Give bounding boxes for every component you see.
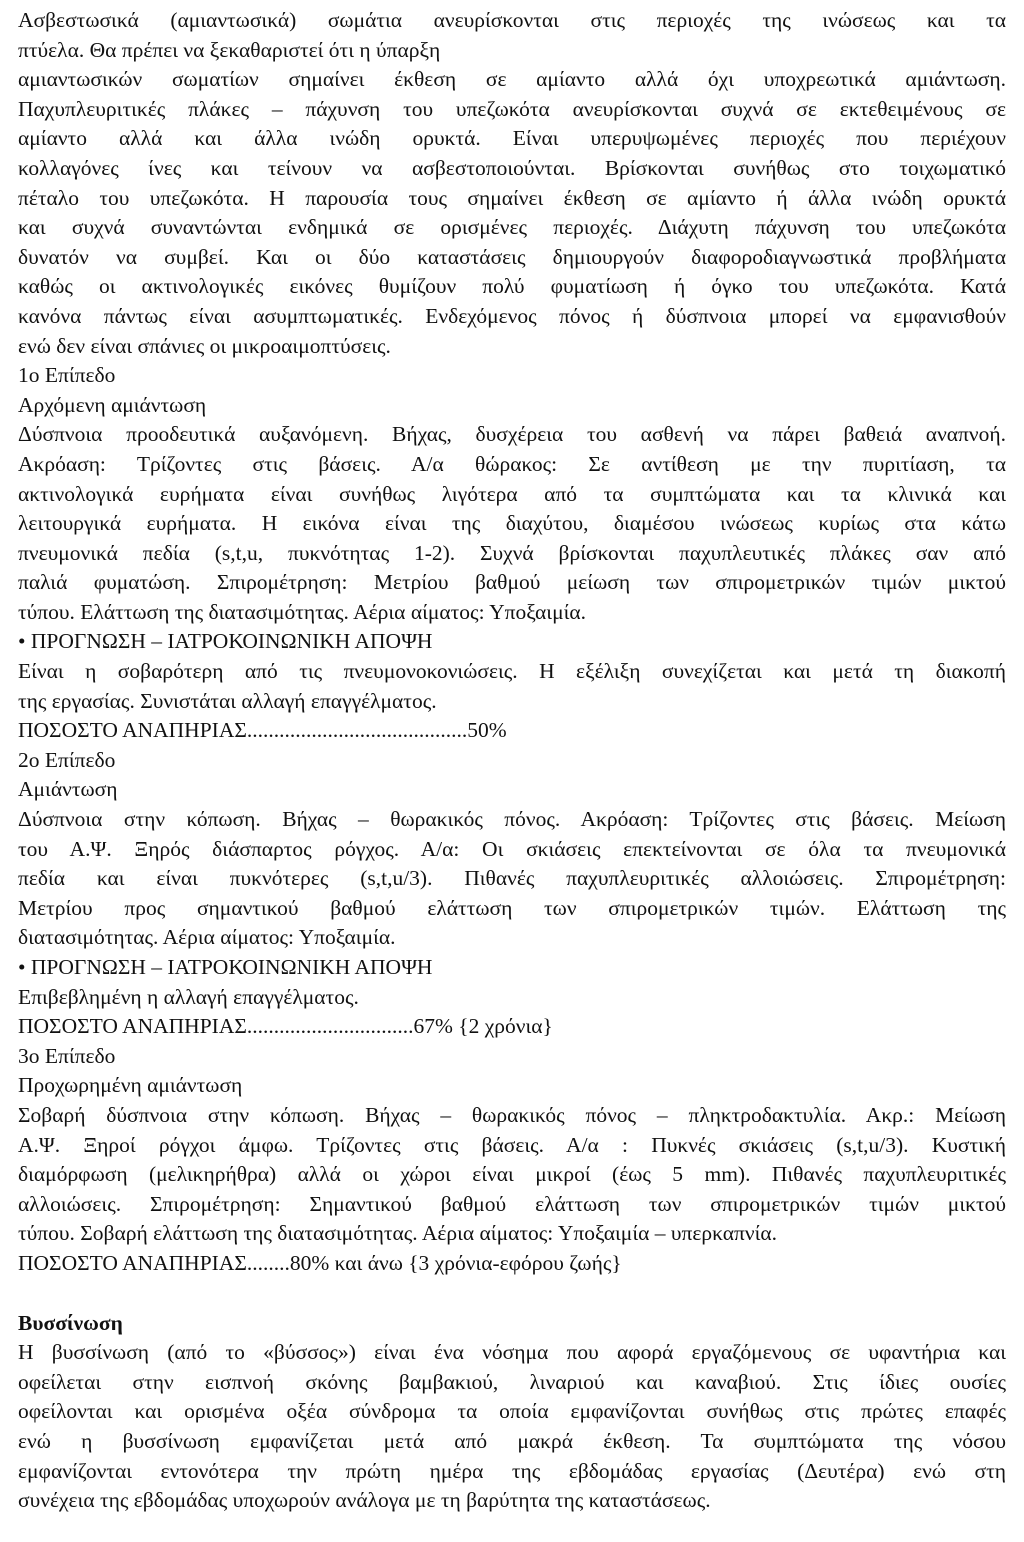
text-line: οφείλονται και ορισμένα οξέα σύνδρομα τα οποία εμφανίζονται συνήθως στις πρώτες επαφές bbox=[18, 1399, 1006, 1424]
text-line: Επιβεβλημένη η αλλαγή επαγγέλματος. bbox=[18, 984, 359, 1009]
level-title: 3ο Επίπεδο bbox=[18, 1043, 116, 1068]
section-heading: Βυσσίνωση bbox=[18, 1310, 123, 1335]
text-line: Η βυσσίνωση (από το «βύσσος») είναι ένα νόσημα που αφορά εργαζόμενους σε υφαντήρια και bbox=[18, 1340, 1006, 1365]
text-line: Δύσπνοια προοδευτικά αυξανόμενη. Βήχας, δυσχέρεια του ασθενή να πάρει βαθειά αναπνοή. bbox=[18, 422, 1006, 447]
level-subtitle: Αμιάντωση bbox=[18, 777, 118, 802]
level-2-section bbox=[18, 746, 1006, 1042]
text-line: τύπου. Σοβαρή ελάττωση της διατασιμότητας. Αέρια αίματος: Υποξαιμία – υπερκαπνία. bbox=[18, 1221, 778, 1246]
level-subtitle: Αρχόμενη αμιάντωση bbox=[18, 392, 207, 417]
text-line: Παχυπλευριτικές πλάκες – πάχυνση του υπεζωκότα ανευρίσκονται συχνά σε εκτεθειμένους σε bbox=[18, 96, 1006, 121]
text-line: εμφανίζονται εντονότερα την πρώτη ημέρα της εβδομάδας εργασίας (Δευτέρα) ενώ στη bbox=[18, 1458, 1006, 1483]
text-line: καθώς οι ακτινολογικές εικόνες θυμίζουν πολύ φυματίωση ή όγκο του υπεζωκότα. Κατά bbox=[18, 274, 1006, 299]
text-line: πτύελα. Θα πρέπει να ξεκαθαριστεί ότι η ύπαρξη bbox=[18, 37, 441, 62]
text-line: δυνατόν να συμβεί. Και οι δύο καταστάσεις δημιουργούν διαφοροδιαγνωστικά προβλήματα bbox=[18, 244, 1006, 269]
section-spacer bbox=[18, 1279, 1006, 1309]
level-title: 1ο Επίπεδο bbox=[18, 363, 116, 388]
disability-percentage: ΠΟΣΟΣΤΟ ΑΝΑΠΗΡΙΑΣ...............................67% {2 χρόνια} bbox=[18, 1014, 553, 1039]
text-line: αμίαντο αλλά και άλλα ινώδη ορυκτά. Είναι υπερυψωμένες περιοχές που περιέχουν bbox=[18, 126, 1006, 151]
prognosis-heading: • ΠΡΟΓΝΩΣΗ – ΙΑΤΡΟΚΟΙΝΩΝΙΚΗ ΑΠΟΨΗ bbox=[18, 955, 433, 979]
text-line: ενώ δεν είναι σπάνιες οι μικροαιμοπτύσεις. bbox=[18, 333, 391, 358]
level-1-section bbox=[18, 361, 1006, 746]
text-line: πεδία και είναι πυκνότερες (s,t,u/3). Πιθανές παχυπλευριτικές αλλοιώσεις. Σπιρομέτρηση: bbox=[18, 866, 1006, 891]
text-line: κολλαγόνες ίνες και τείνουν να ασβεστοποιούνται. Βρίσκονται συνήθως στο τοιχωματικό bbox=[18, 155, 1006, 180]
text-line: συνέχεια της εβδομάδας υποχωρούν ανάλογα με τη βαρύτητα της καταστάσεως. bbox=[18, 1488, 711, 1513]
text-line: του Α.Ψ. Ξηρός διάσπαρτος ρόγχος. Α/α: Οι σκιάσεις επεκτείνονται σε όλα τα πνευμονικά bbox=[18, 836, 1006, 861]
text-line: πνευμονικά πεδία (s,t,u, πυκνότητας 1-2). Συχνά βρίσκονται παχυπλευτικές πλάκες σαν από bbox=[18, 540, 1006, 565]
text-line: τύπου. Ελάττωση της διατασιμότητας. Αέρια αίματος: Υποξαιμία. bbox=[18, 599, 587, 624]
disability-percentage: ΠΟΣΟΣΤΟ ΑΝΑΠΗΡΙΑΣ.........................................50% bbox=[18, 718, 507, 743]
text-line: αμιαντωσικών σωματίων σημαίνει έκθεση σε αμίαντο αλλά όχι υποχρεωτικά αμιάντωση. bbox=[18, 67, 1006, 92]
level-title: 2ο Επίπεδο bbox=[18, 747, 116, 772]
text-line: λειτουργικά ευρήματα. Η εικόνα είναι της διαχύτου, διαμέσου ινώσεως κυρίως στα κάτω bbox=[18, 511, 1006, 536]
text-line: πέταλο του υπεζωκότα. Η παρουσία τους σημαίνει έκθεση σε αμίαντο ή άλλα ινώδη ορυκτά bbox=[18, 185, 1006, 210]
prognosis-heading: • ΠΡΟΓΝΩΣΗ – ΙΑΤΡΟΚΟΙΝΩΝΙΚΗ ΑΠΟΨΗ bbox=[18, 629, 433, 654]
text-line: διατασιμότητας. Αέρια αίματος: Υποξαιμία. bbox=[18, 925, 396, 950]
text-line: ενώ η βυσσίνωση εμφανίζεται μετά από μακρά έκθεση. Τα συμπτώματα της νόσου bbox=[18, 1428, 1006, 1453]
text-line: διαμόρφωση (μελικηρήθρα) αλλά οι χώροι είναι μικροί (έως 5 mm). Πιθανές παχυπλευριτικές bbox=[18, 1162, 1006, 1187]
level-subtitle: Προχωρημένη αμιάντωση bbox=[18, 1073, 243, 1098]
asbestos-intro-paragraph bbox=[18, 6, 1006, 361]
text-line: οφείλεται στην εισπνοή σκόνης βαμβακιού, λιναριού και καναβιού. Στις ίδιες ουσίες bbox=[18, 1369, 1006, 1394]
text-line: Α.Ψ. Ξηροί ρόγχοι άμφω. Τρίζοντες στις βάσεις. Α/α : Πυκνές σκιάσεις (s,t,u/3). Κυστική bbox=[18, 1132, 1006, 1157]
text-line: παλιά φυματώση. Σπιρομέτρηση: Μετρίου βαθμού μείωση των σπιρομετρικών τιμών μικτού bbox=[18, 570, 1006, 595]
text-line: και συχνά συναντώνται ενδημικά σε ορισμένες περιοχές. Διάχυτη πάχυνση του υπεζωκότα bbox=[18, 215, 1006, 240]
text-line: Μετρίου προς σημαντικού βαθμού ελάττωση των σπιρομετρικών τιμών. Ελάττωση της bbox=[18, 895, 1006, 920]
text-line: Είναι η σοβαρότερη από τις πνευμονοκονιώσεις. Η εξέλιξη συνεχίζεται και μετά τη διακοπή bbox=[18, 659, 1006, 684]
byssinosis-section bbox=[18, 1309, 1006, 1516]
text-line: αλλοιώσεις. Σπιρομέτρηση: Σημαντικού βαθμού ελάττωση των σπιρομετρικών τιμών μικτού bbox=[18, 1191, 1006, 1216]
level-3-section bbox=[18, 1042, 1006, 1279]
text-line: Ασβεστωσικά (αμιαντωσικά) σωμάτια ανευρίσκονται στις περιοχές της ινώσεως και τα bbox=[18, 8, 1006, 32]
text-line: Σοβαρή δύσπνοια στην κόπωση. Βήχας – θωρακικός πόνος – πληκτροδακτυλία. Ακρ.: Μείωση bbox=[18, 1102, 1006, 1127]
disability-percentage: ΠΟΣΟΣΤΟ ΑΝΑΠΗΡΙΑΣ........80% και άνω {3 χρόνια-εφόρου ζωής} bbox=[18, 1250, 622, 1275]
text-line: κανόνα πάντως είναι ασυμπτωματικές. Ενδεχόμενος πόνος ή δύσπνοια μπορεί να εμφανισθούν bbox=[18, 303, 1006, 328]
text-line: ακτινολογικά ευρήματα είναι συνήθως λιγότερα από τα συμπτώματα και τα κλινικά και bbox=[18, 481, 1006, 506]
text-line: της εργασίας. Συνιστάται αλλαγή επαγγέλματος. bbox=[18, 688, 437, 713]
text-line: Δύσπνοια στην κόπωση. Βήχας – θωρακικός πόνος. Ακρόαση: Τρίζοντες στις βάσεις. Μείωση bbox=[18, 807, 1006, 832]
text-line: Ακρόαση: Τρίζοντες στις βάσεις. Α/α θώρακος: Σε αντίθεση με την πυριτίαση, τα bbox=[18, 451, 1006, 476]
